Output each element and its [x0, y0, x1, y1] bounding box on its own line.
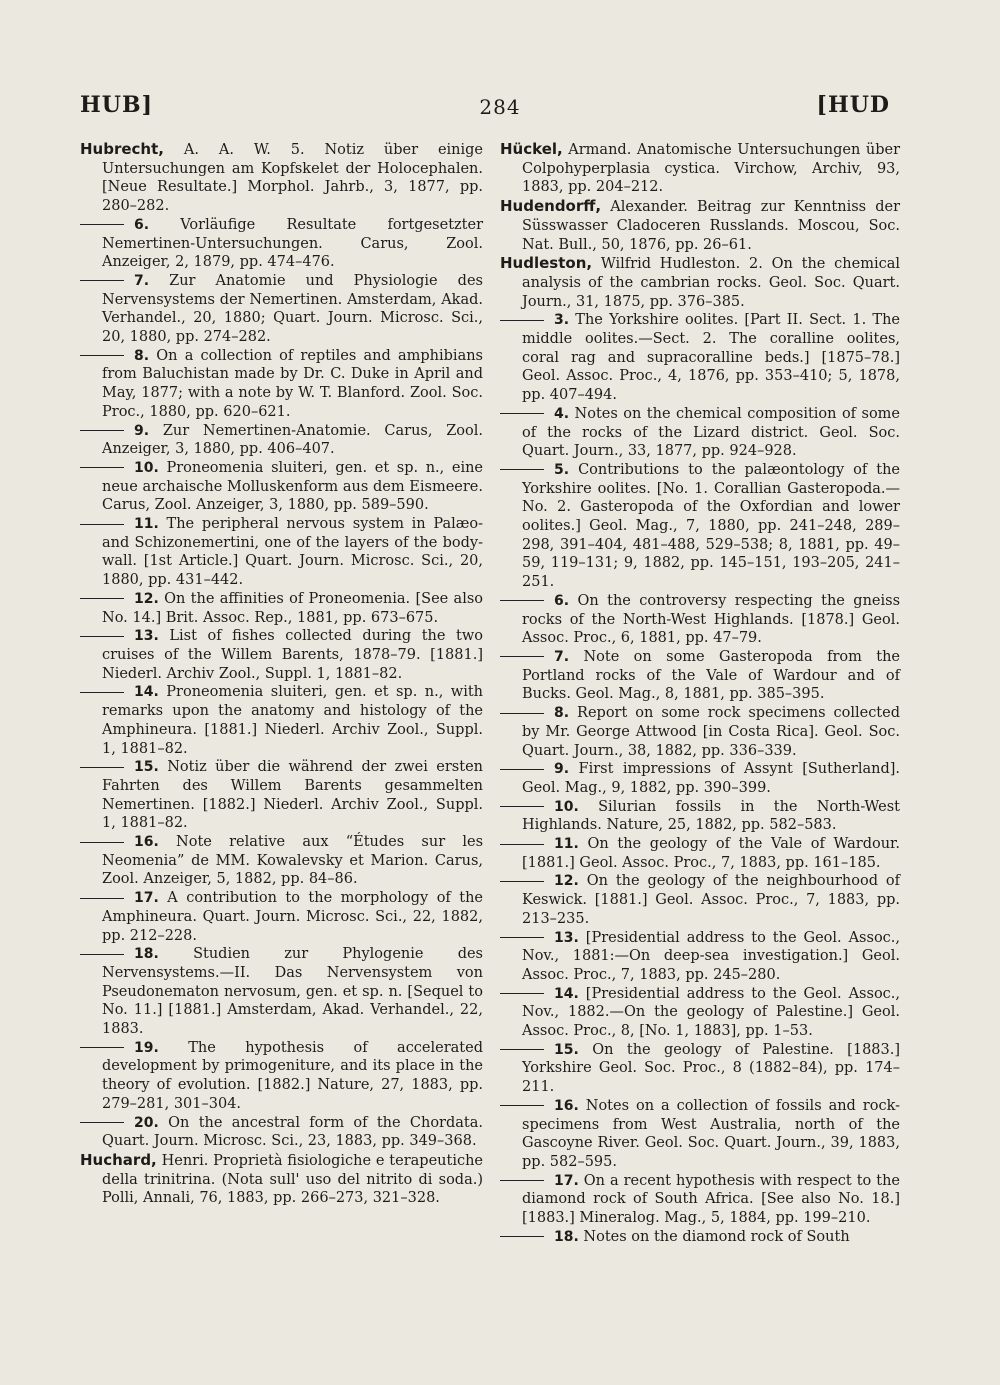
entry-text: Report on some rock specimens collected by Mr. George Attwood [in Costa Rica]. Geol. Soc. Quart. Journ., 38, 1882, pp. 336–339. — [522, 705, 900, 759]
sub-entry — [500, 405, 900, 461]
entry-text: A. A. W. 5. Notiz über einige Untersuchungen am Kopfskelet der Holocephalen. [Neue Resultate.] Morphol. Jahrb., 3, 1877, pp. 280–282. — [102, 142, 483, 215]
author-entry — [500, 254, 900, 311]
entry-number: 10. — [134, 459, 159, 476]
entry-text: Alexander. Beitrag zur Kenntniss der Süsswasser Cladoceren Russlands. Moscou, Soc. Nat. Bull., 50, 1876, pp. 26–61. — [522, 199, 901, 253]
sub-entry — [80, 422, 483, 459]
author-name: Hudleston, — [500, 254, 593, 273]
ditto-dash — [500, 993, 544, 994]
ditto-dash — [500, 656, 544, 657]
ditto-dash — [80, 1047, 124, 1048]
entry-number: 16. — [134, 834, 159, 851]
ditto-dash — [500, 844, 544, 845]
sub-entry — [500, 461, 900, 592]
entry-number: 14. — [554, 985, 579, 1002]
entry-number: 17. — [554, 1172, 579, 1189]
ditto-dash — [500, 806, 544, 807]
entry-text: A contribution to the morphology of the Amphineura. Quart. Journ. Microsc. Sci., 22, 1882, pp. 212–228. — [102, 890, 483, 944]
running-head-right: [HUD — [816, 92, 890, 118]
ditto-dash — [80, 954, 124, 955]
sub-entry — [500, 760, 900, 797]
ditto-dash — [80, 224, 124, 225]
entry-text: Studien zur Phylogenie des Nervensystems.—II. Das Nervensystem von Pseudonematon nervosum, gen. et sp. n. [Sequel to No. 11.] [1881.] Amsterdam, Akad. Verhandel., 22, 1883. — [102, 946, 484, 1038]
entry-number: 8. — [134, 347, 150, 364]
entry-text: Vorläufige Resultate fortgesetzter Nemertinen-Untersuchungen. Carus, Zool. Anzeiger, 2, 1879, pp. 474–476. — [102, 216, 483, 271]
ditto-dash — [500, 881, 544, 882]
entry-text: On the affinities of Proneomenia. [See also No. 14.] Brit. Assoc. Rep., 1881, pp. 673–675. — [102, 590, 484, 626]
entry-text: [Presidential address to the Geol. Assoc., Nov., 1881:—On deep-sea investigation.] Geol. Assoc. Proc., 7, 1883, pp. 245–280. — [522, 929, 901, 983]
entry-text: Wilfrid Hudleston. 2. On the chemical analysis of the cambrian rocks. Geol. Soc. Quart. Journ., 31, 1875, pp. 376–385. — [522, 256, 901, 310]
entry-text: On a recent hypothesis with respect to the diamond rock of South Africa. [See also No. 18.] [1883.] Mineralog. Mag., 5, 1884, pp. 199–210. — [522, 1172, 900, 1227]
entry-number: 7. — [134, 272, 150, 289]
sub-entry — [80, 347, 483, 422]
ditto-dash — [500, 1180, 544, 1181]
entry-text: List of fishes collected during the two cruises of the Willem Barents, 1878–79. [1881.] Niederl. Archiv Zool., Suppl. 1, 1881–82. — [102, 628, 483, 682]
sub-entry — [80, 683, 483, 758]
author-name: Hudendorff, — [500, 197, 602, 216]
entry-number: 7. — [554, 648, 570, 665]
ditto-dash — [500, 320, 544, 321]
entry-number: 8. — [554, 705, 570, 722]
ditto-dash — [80, 842, 124, 843]
entry-text: Zur Nemertinen-Anatomie. Carus, Zool. Anzeiger, 3, 1880, pp. 406–407. — [102, 422, 483, 458]
ditto-dash — [500, 1105, 544, 1106]
ditto-dash — [500, 769, 544, 770]
sub-entry — [80, 758, 483, 833]
entry-text: On the controversy respecting the gneiss rocks of the North-West Highlands. [1878.] Geol. Assoc. Proc., 6, 1881, pp. 47–79. — [522, 592, 901, 647]
author-name: Hubrecht, — [80, 140, 164, 158]
entry-number: 13. — [554, 929, 579, 946]
sub-entry — [80, 515, 483, 590]
entry-text: On the ancestral form of the Chordata. Quart. Journ. Microsc. Sci., 23, 1883, pp. 349–368. — [102, 1114, 483, 1150]
sub-entry — [80, 272, 483, 347]
entry-number: 11. — [554, 836, 579, 853]
entry-number: 20. — [134, 1114, 159, 1131]
ditto-dash — [500, 1236, 544, 1237]
entry-number: 9. — [134, 422, 150, 439]
sub-entry — [500, 929, 900, 985]
sub-entry — [80, 216, 483, 272]
ditto-dash — [500, 600, 544, 601]
sub-entry — [500, 648, 900, 704]
entry-number: 15. — [554, 1041, 579, 1058]
entry-text: Zur Anatomie und Physiologie des Nervensystems der Nemertinen. Amsterdam, Akad. Verhandel., 20, 1880; Quart. Journ. Microsc. Sci., 20, 1880, pp. 274–282. — [102, 272, 483, 346]
sub-entry — [500, 835, 900, 872]
sub-entry — [500, 1172, 900, 1228]
sub-entry — [80, 627, 483, 683]
entry-text: Note on some Gasteropoda from the Portland rocks of the Vale of Wardour and of Bucks. Geol. Mag., 8, 1881, pp. 385–395. — [522, 648, 900, 703]
entry-text: Notes on a collection of fossils and rock-specimens from West Australia, north of the Gascoyne River. Geol. Soc. Quart. Journ., 39, 1883, pp. 582–595. — [522, 1097, 901, 1170]
entry-text: Proneomenia sluiteri, gen. et sp. n., eine neue archaische Molluskenform aus dem Eismeere. Carus, Zool. Anzeiger, 3, 1880, pp. 589–590. — [102, 459, 484, 514]
ditto-dash — [80, 467, 124, 468]
entry-number: 4. — [554, 405, 570, 422]
ditto-dash — [80, 636, 124, 637]
entry-text: Note relative aux “Études sur les Neomenia” de MM. Kowalevsky et Marion. Carus, Zool. Anzeiger, 5, 1882, pp. 84–86. — [102, 834, 484, 888]
entry-number: 11. — [134, 516, 159, 533]
ditto-dash — [500, 469, 544, 470]
ditto-dash — [80, 280, 124, 281]
sub-entry — [500, 592, 900, 648]
entry-text: The hypothesis of accelerated development by primogeniture, and its place in the theory of evolution. [1882.] Nature, 27, 1883, pp. 279–281, 301–304. — [102, 1039, 483, 1112]
author-entry — [500, 140, 900, 197]
sub-entry — [80, 1114, 483, 1151]
sub-entry — [80, 945, 483, 1039]
entry-text: First impressions of Assynt [Sutherland]. Geol. Mag., 9, 1882, pp. 390–399. — [522, 761, 900, 796]
sub-entry — [500, 872, 900, 928]
entry-number: 18. — [554, 1228, 579, 1245]
sub-entry — [500, 985, 900, 1041]
author-entry — [80, 140, 483, 216]
ditto-dash — [80, 355, 124, 356]
author-name: Hückel, — [500, 140, 563, 158]
ditto-dash — [80, 898, 124, 899]
sub-entry — [500, 311, 900, 405]
entry-text: Henri. Proprietà fisiologiche e terapeutiche della trinitrina. (Nota sull' uso del nitrito di soda.) Polli, Annali, 76, 1883, pp. 266–273, 321–328. — [102, 1152, 483, 1207]
entry-number: 16. — [554, 1097, 579, 1114]
entry-text: Silurian fossils in the North-West Highlands. Nature, 25, 1882, pp. 582–583. — [522, 798, 900, 834]
entry-text: Contributions to the palæontology of the Yorkshire oolites. [No. 1. Corallian Gasteropoda.—No. 2. Gasteropoda of the Oxfordian and lower oolites.] Geol. Mag., 7, 1880, pp. 241–248, 289–298, 391–404, 481–488, 529–538; 8, 1881, pp. 49–59, 119–131; 9, 1882, pp. 145–151, 193–205, 241–251. — [522, 461, 900, 591]
entry-text: The peripheral nervous system in Palæo- and Schizonemertini, one of the layers of the body-wall. [1st Article.] Quart. Journ. Microsc. Sci., 20, 1880, pp. 431–442. — [102, 516, 484, 589]
sub-entry — [80, 1039, 483, 1114]
entry-text: Notes on the diamond rock of South — [583, 1228, 850, 1245]
entry-text: On the geology of the neighbourhood of Keswick. [1881.] Geol. Assoc. Proc., 7, 1883, pp. 213–235. — [522, 873, 900, 927]
entry-number: 13. — [134, 628, 159, 645]
author-name: Huchard, — [80, 1150, 157, 1169]
entry-number: 19. — [134, 1039, 159, 1056]
entry-text: On the geology of the Vale of Wardour. [1881.] Geol. Assoc. Proc., 7, 1883, pp. 161–185. — [522, 836, 900, 871]
ditto-dash — [80, 430, 124, 431]
ditto-dash — [80, 692, 124, 693]
running-head-left: HUB] — [80, 92, 153, 118]
entry-text: The Yorkshire oolites. [Part II. Sect. 1. The middle oolites.—Sect. 2. The coralline oolites, coral rag and supracoralline beds.] [1875–78.] Geol. Assoc. Proc., 4, 1876, pp. 353–410; 5, 1878, pp. 407–494. — [522, 312, 900, 404]
sub-entry — [500, 704, 900, 760]
ditto-dash — [500, 713, 544, 714]
entry-number: 15. — [134, 759, 159, 776]
entry-number: 18. — [134, 946, 159, 963]
sub-entry — [80, 459, 483, 515]
sub-entry — [500, 1041, 900, 1097]
entry-number: 17. — [134, 890, 159, 907]
entry-number: 3. — [554, 312, 570, 329]
entry-text: Notiz über die während der zwei ersten Fahrten des Willem Barents gesammelten Nemertinen. [1882.] Niederl. Archiv Zool., Suppl. 1, 1881–82. — [102, 759, 483, 832]
entry-number: 6. — [554, 592, 570, 609]
sub-entry — [80, 889, 483, 945]
left-column — [80, 140, 483, 1208]
entry-number: 12. — [134, 590, 159, 607]
sub-entry — [500, 1097, 900, 1172]
entry-text: On a collection of reptiles and amphibians from Baluchistan made by Dr. C. Duke in April and May, 1877; with a note by W. T. Blanford. Zool. Soc. Proc., 1880, pp. 620–621. — [102, 347, 483, 420]
ditto-dash — [500, 413, 544, 414]
ditto-dash — [500, 1049, 544, 1050]
sub-entry — [500, 1228, 900, 1247]
entry-number: 12. — [554, 873, 579, 890]
entry-number: 14. — [134, 684, 159, 701]
sub-entry — [80, 833, 483, 889]
entry-number: 9. — [554, 761, 570, 778]
ditto-dash — [80, 1122, 124, 1123]
ditto-dash — [80, 767, 124, 768]
ditto-dash — [80, 524, 124, 525]
entry-text: Notes on the chemical composition of some of the rocks of the Lizard district. Geol. Soc. Quart. Journ., 33, 1877, pp. 924–928. — [522, 405, 901, 460]
sub-entry — [500, 798, 900, 835]
entry-text: Proneomenia sluiteri, gen. et sp. n., with remarks upon the anatomy and histology of the Amphineura. [1881.] Niederl. Archiv Zool., Suppl. 1, 1881–82. — [102, 684, 484, 757]
ditto-dash — [500, 937, 544, 938]
entry-text: On the geology of Palestine. [1883.] Yorkshire Geol. Soc. Proc., 8 (1882–84), pp. 174–211. — [522, 1041, 901, 1096]
ditto-dash — [80, 598, 124, 599]
entry-number: 10. — [554, 798, 579, 815]
author-entry — [80, 1151, 483, 1208]
sub-entry — [80, 590, 483, 627]
entry-number: 5. — [554, 461, 570, 478]
entry-number: 6. — [134, 216, 150, 233]
page-number: 284 — [479, 95, 521, 119]
entry-text: [Presidential address to the Geol. Assoc., Nov., 1882.—On the geology of Palestine.] Geol. Assoc. Proc., 8, [No. 1, 1883], pp. 1–53. — [522, 985, 901, 1040]
entry-text: Armand. Anatomische Untersuchungen über Colpohyperplasia cystica. Virchow, Archiv, 93, 1883, pp. 204–212. — [522, 142, 901, 196]
right-column — [500, 140, 900, 1246]
author-entry — [500, 197, 900, 254]
